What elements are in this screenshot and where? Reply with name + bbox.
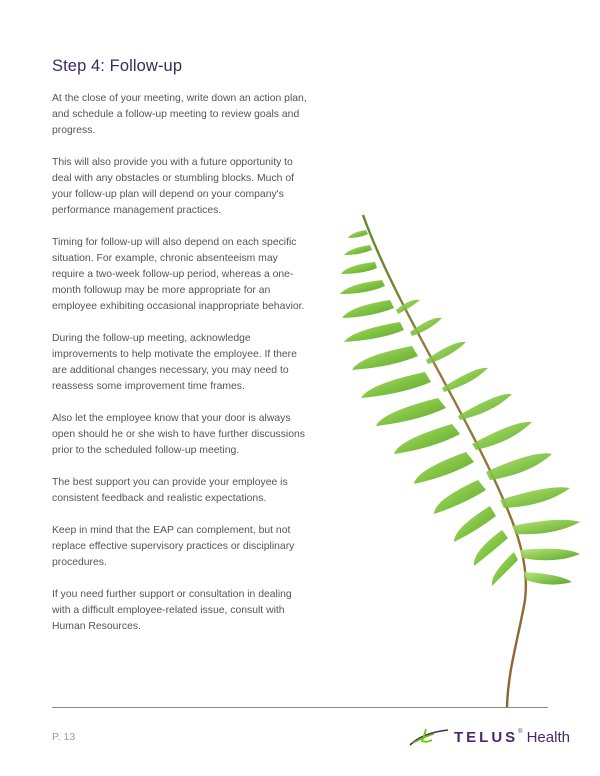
registered-mark: ® (518, 729, 523, 735)
paragraph: This will also provide you with a future opportunity to deal with any obstacles or stumbling blocks. Much of your follow-up plan will depend on your company's performance management practices. (52, 157, 294, 216)
fern-image (330, 200, 590, 710)
page-number: P. 13 (52, 731, 76, 743)
paragraph: Keep in mind that the EAP can complement, but not replace effective supervisory practices or disciplinary procedures. (52, 525, 295, 568)
product-name: Health (526, 728, 570, 746)
paragraph: Timing for follow-up will also depend on each specific situation. For example, chronic absenteeism may require a two-week follow-up period, whereas a one-month followup may be more appropriate for an employee exhibiting occasional inappropriate behavior. (52, 237, 305, 312)
paragraph: If you need further support or consultation in dealing with a difficult employee-related issue, consult with Human Resources. (52, 589, 292, 632)
brand-name: TELUS (454, 728, 519, 746)
body-text (52, 91, 307, 651)
paragraph: Also let the employee know that your door is always open should he or she wish to have further discussions prior to the scheduled follow-up meeting. (52, 413, 305, 456)
paragraph: At the close of your meeting, write down an action plan, and schedule a follow-up meeting to review goals and progress. (52, 93, 307, 136)
fern-frond-icon (330, 200, 590, 710)
page-title: Step 4: Follow-up (52, 57, 183, 75)
telus-swoosh-icon (408, 727, 450, 747)
footer-divider (52, 707, 548, 708)
telus-health-logo (408, 726, 570, 748)
paragraph: During the follow-up meeting, acknowledge improvements to help motivate the employee. If there are additional changes necessary, you may need to reassess some improvement time frames. (52, 333, 297, 392)
paragraph: The best support you can provide your employee is consistent feedback and realistic expectations. (52, 477, 288, 504)
